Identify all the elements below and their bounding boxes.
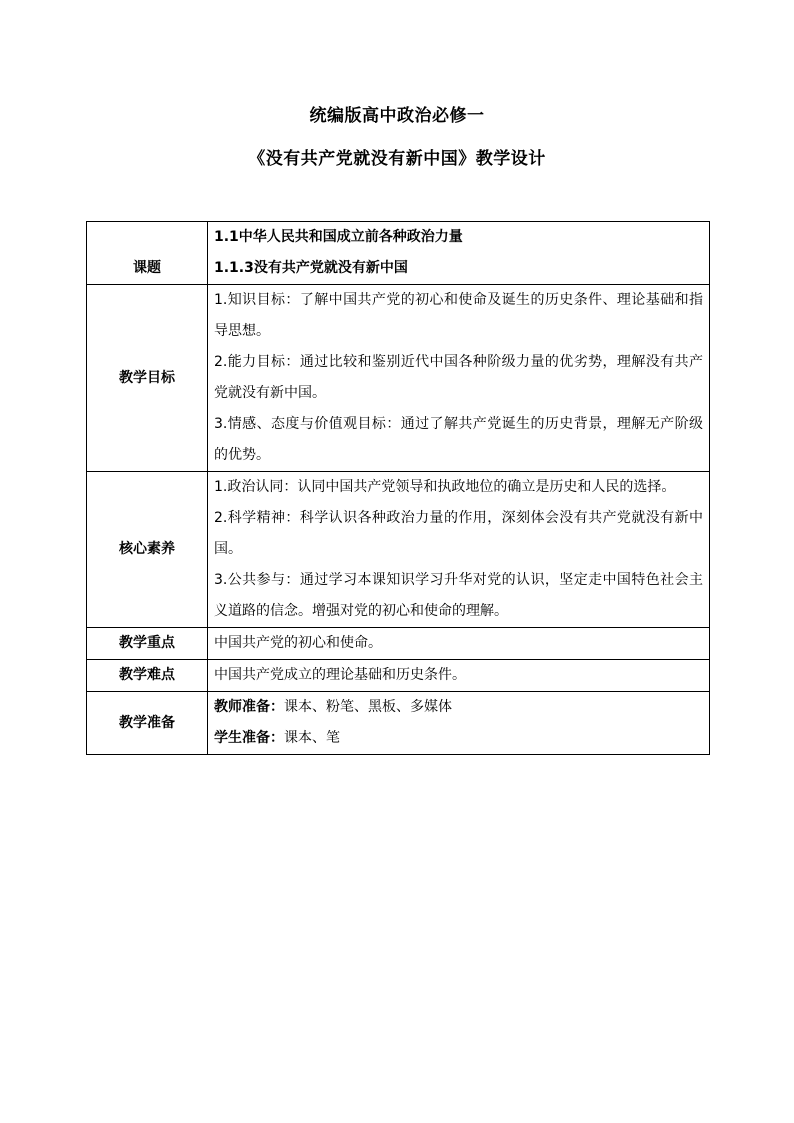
objective-item-knowledge: 1.知识目标：了解中国共产党的初心和使命及诞生的历史条件、理论基础和指导思想。 (214, 292, 703, 339)
topic-content (208, 222, 710, 285)
topic-line-2: 1.1.3没有共产党就没有新中国 (214, 260, 408, 276)
student-preparation-value: 课本、笔 (284, 730, 340, 746)
objective-item-ability: 2.能力目标：通过比较和鉴别近代中国各种阶级力量的优劣势，理解没有共产党就没有新中国。 (214, 354, 703, 401)
teacher-preparation (214, 692, 703, 723)
table-row-difficulty (87, 660, 710, 692)
document-title: 统编版高中政治必修一 (309, 106, 485, 126)
lesson-plan-table (86, 221, 710, 755)
key-point-label: 教学重点 (87, 628, 208, 660)
core-literacy-item-science: 2.科学精神：科学认识各种政治力量的作用，深刻体会没有共产党就没有新中国。 (214, 510, 703, 557)
objectives-label: 教学目标 (87, 285, 208, 472)
core-literacy-label: 核心素养 (87, 472, 208, 628)
core-literacy-item-identity: 1.政治认同：认同中国共产党领导和执政地位的确立是历史和人民的选择。 (214, 479, 676, 495)
teacher-preparation-key: 教师准备： (214, 699, 284, 715)
table-row-core-literacy (87, 472, 710, 628)
core-literacy-content (208, 472, 710, 628)
table-row-topic (87, 222, 710, 285)
objectives-content (208, 285, 710, 472)
preparation-content (208, 692, 710, 755)
topic-line-1: 1.1中华人民共和国成立前各种政治力量 (214, 229, 463, 245)
key-point-content: 中国共产党的初心和使命。 (208, 628, 710, 660)
difficulty-content: 中国共产党成立的理论基础和历史条件。 (208, 660, 710, 692)
difficulty-label: 教学难点 (87, 660, 208, 692)
student-preparation (214, 723, 703, 754)
objective-item-emotion: 3.情感、态度与价值观目标：通过了解共产党诞生的历史背景，理解无产阶级的优势。 (214, 416, 703, 463)
student-preparation-key: 学生准备： (214, 730, 284, 746)
table-row-objectives (87, 285, 710, 472)
core-literacy-item-participation: 3.公共参与：通过学习本课知识学习升华对党的认识，坚定走中国特色社会主义道路的信念。增强对党的初心和使命的理解。 (214, 572, 703, 619)
document-subtitle: 《没有共产党就没有新中国》教学设计 (248, 149, 546, 169)
table-row-preparation (87, 692, 710, 755)
topic-label: 课题 (87, 222, 208, 285)
teacher-preparation-value: 课本、粉笔、黑板、多媒体 (284, 699, 452, 715)
preparation-label: 教学准备 (87, 692, 208, 755)
table-row-key-point (87, 628, 710, 660)
